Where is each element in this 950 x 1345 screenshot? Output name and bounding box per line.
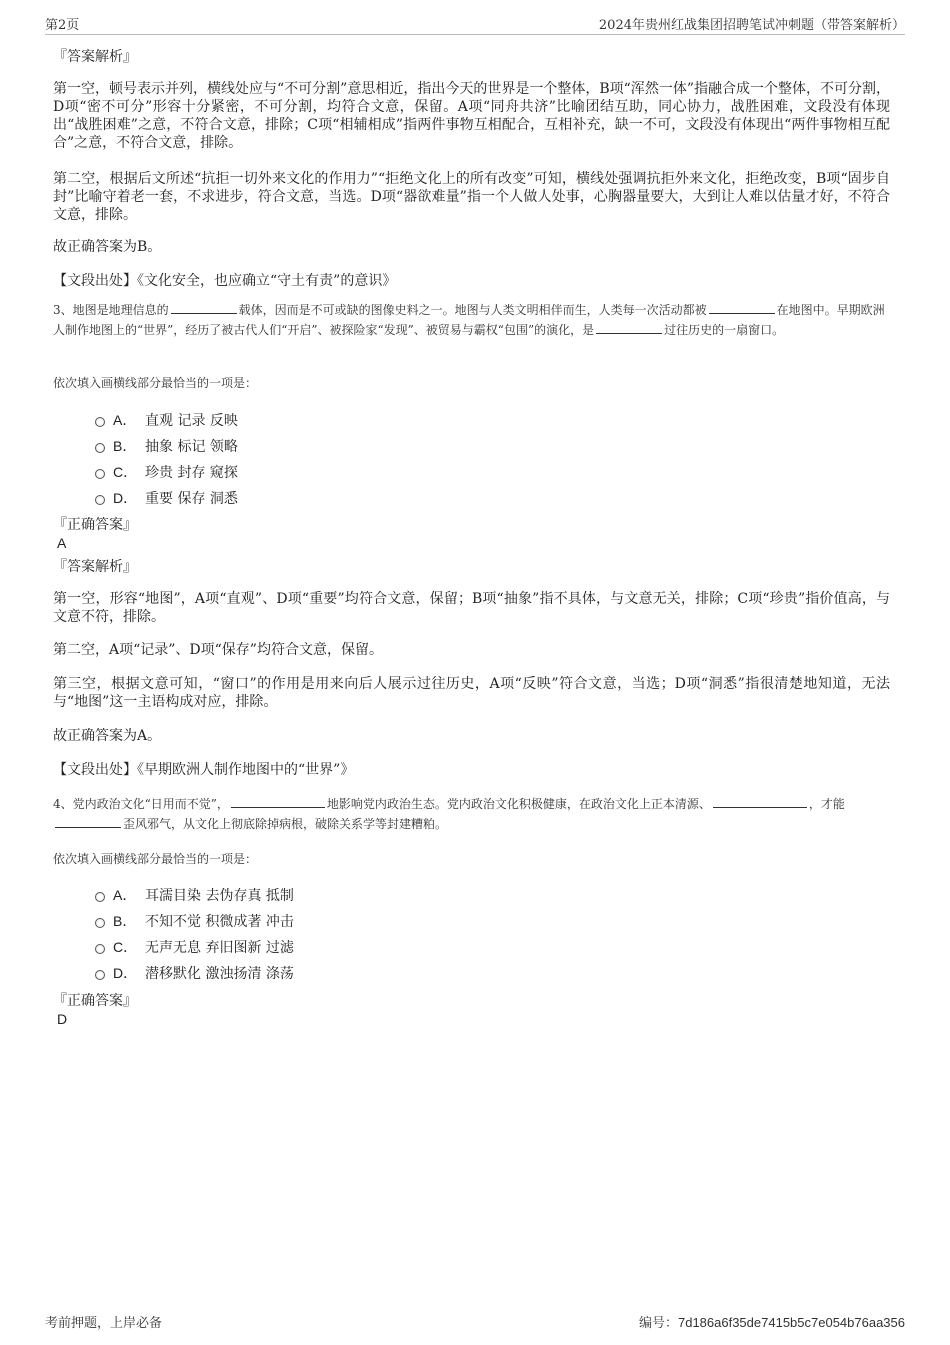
q3-option-d[interactable]: D． 重要 保存 洞悉 — [95, 488, 238, 508]
radio-icon[interactable] — [95, 892, 105, 902]
footer-code: 编号：7d186a6f35de7415b5c7e054b76aa356 — [638, 1315, 905, 1331]
q2-analysis-para2: 第二空，根据后文所述“抗拒一切外来文化的作用力”“拒绝文化上的所有改变”可知，横线处强调抗拒外来文化，拒绝改变，B项“固步自封”比喻守着老一套，不求进步，符合文意，当选。D项“器欲难量”指一个人做人处事，心胸器量要大，大到让人难以估量才好，不符合文意，排除。 — [53, 171, 890, 223]
q4-prompt: 依次填入画横线部分最恰当的一项是： — [53, 852, 258, 866]
radio-icon[interactable] — [95, 443, 105, 453]
q4-option-d[interactable]: D． 潜移默化 激浊扬清 涤荡 — [95, 963, 294, 983]
document-title: 2024年贵州红战集团招聘笔试冲刺题（带答案解析） — [598, 18, 905, 33]
q4-option-c[interactable]: C． 无声无息 弃旧图新 过滤 — [95, 937, 294, 957]
q3-option-a[interactable]: A． 直观 记录 反映 — [95, 410, 238, 430]
q3-option-b[interactable]: B． 抽象 标记 领略 — [95, 436, 238, 456]
blank-3 — [596, 321, 662, 334]
radio-icon[interactable] — [95, 918, 105, 928]
blank-1 — [231, 795, 325, 808]
q3-conclusion: 故正确答案为A。 — [53, 728, 162, 744]
q4-stem: 4、党内政治文化“日用而不觉”， 地影响党内政治生态。党内政治文化积极健康，在政治文化上正本清源、 ，才能歪风邪气，从文化上彻底除掉病根，破除关系学等封建糟粕。 — [53, 797, 845, 831]
q3-analysis-para3: 第三空，根据文意可知，“窗口”的作用是用来向后人展示过往历史，A项“反映”符合文意，当选；D项“洞悉”指很清楚地知道，无法与“地图”这一主语构成对应，排除。 — [53, 676, 890, 710]
radio-icon[interactable] — [95, 970, 105, 980]
q2-analysis-label: 『答案解析』 — [53, 49, 137, 65]
q3-analysis-para2: 第二空，A项“记录”、D项“保存”均符合文意，保留。 — [53, 642, 383, 658]
footer-slogan: 考前押题，上岸必备 — [45, 1316, 163, 1331]
q3-correct-label: 『正确答案』 — [53, 517, 137, 533]
q2-source: 【文段出处】《文化安全，也应确立“守土有责”的意识》 — [53, 273, 397, 289]
radio-icon[interactable] — [95, 417, 105, 427]
radio-icon[interactable] — [95, 469, 105, 479]
page-footer — [45, 1312, 905, 1332]
blank-1 — [171, 301, 237, 314]
q4-correct-answer: D — [57, 1011, 68, 1027]
q2-conclusion: 故正确答案为B。 — [53, 239, 162, 255]
q2-analysis-para1: 第一空，顿号表示并列，横线处应与“不可分割”意思相近，指出今天的世界是一个整体，B项“浑然一体”指融合成一个整体，不可分割，D项“密不可分”形容十分紧密，不可分割，均符合文意，保留。A项“同舟共济”比喻团结互助，同心协力，战胜困难，文段没有体现出“战胜困难”之意，不符合文意，排除；C项“相辅相成”指两件事物互相配合，互相补充，缺一不可，文段没有体现出“两件事物相互配合”之意，不符合文意，排除。 — [53, 81, 890, 151]
q3-stem: 3、地图是地理信息的 载体，因而是不可或缺的图像史料之一。地图与人类文明相伴而生，人类每一次活动都被 在地图中。早期欧洲人制作地图上的“世界”，经历了被古代人们“开启”、被探险家“发现”、被贸易与霸权“包围”的演化，是 过往历史的一扇窗口。 — [53, 303, 885, 337]
q4-option-a[interactable]: A． 耳濡目染 去伪存真 抵制 — [95, 885, 294, 905]
q4-correct-label: 『正确答案』 — [53, 993, 137, 1009]
q3-source: 【文段出处】《早期欧洲人制作地图中的“世界”》 — [53, 762, 355, 778]
q3-analysis-para1: 第一空，形容“地图”，A项“直观”、D项“重要”均符合文意，保留；B项“抽象”指不具体，与文意无关，排除；C项“珍贵”指价值高，与文意不符，排除。 — [53, 591, 890, 625]
q3-correct-answer: A — [57, 535, 67, 551]
blank-2 — [713, 795, 807, 808]
q3-prompt: 依次填入画横线部分最恰当的一项是： — [53, 376, 258, 390]
radio-icon[interactable] — [95, 944, 105, 954]
q3-option-c[interactable]: C． 珍贵 封存 窥探 — [95, 462, 238, 482]
blank-2 — [709, 301, 775, 314]
q3-analysis-label: 『答案解析』 — [53, 559, 137, 575]
page-number: 第2页 — [45, 18, 80, 33]
q4-option-b[interactable]: B． 不知不觉 积微成著 冲击 — [95, 911, 294, 931]
radio-icon[interactable] — [95, 495, 105, 505]
blank-3 — [55, 815, 121, 828]
page-header — [45, 14, 905, 35]
